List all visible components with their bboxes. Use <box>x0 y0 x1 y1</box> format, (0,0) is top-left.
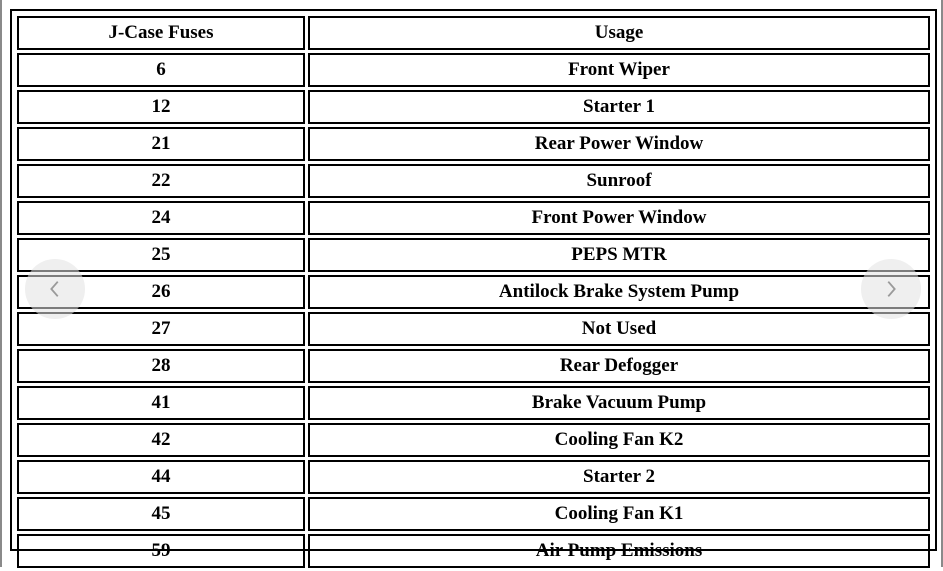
fuse-number-cell: 22 <box>17 164 305 198</box>
fuse-number-cell: 28 <box>17 349 305 383</box>
fuse-number-cell: 59 <box>17 534 305 568</box>
fuse-number-cell: 41 <box>17 386 305 420</box>
fuse-table-container <box>10 9 937 561</box>
prev-button[interactable] <box>25 259 85 319</box>
header-fuses: J-Case Fuses <box>17 16 305 50</box>
fuse-number-cell: 42 <box>17 423 305 457</box>
usage-cell: Starter 2 <box>308 460 930 494</box>
table-row <box>17 534 930 568</box>
table-row <box>17 164 930 198</box>
usage-cell: Not Used <box>308 312 930 346</box>
table-row <box>17 312 930 346</box>
header-usage: Usage <box>308 16 930 50</box>
fuse-number-cell: 6 <box>17 53 305 87</box>
fuse-number-cell: 26 <box>17 275 305 309</box>
usage-cell: Rear Defogger <box>308 349 930 383</box>
table-row <box>17 460 930 494</box>
table-row <box>17 127 930 161</box>
table-row <box>17 423 930 457</box>
usage-cell: Brake Vacuum Pump <box>308 386 930 420</box>
usage-cell: Front Wiper <box>308 53 930 87</box>
table-row <box>17 386 930 420</box>
usage-cell: PEPS MTR <box>308 238 930 272</box>
usage-cell: Starter 1 <box>308 90 930 124</box>
table-row <box>17 349 930 383</box>
fuse-number-cell: 44 <box>17 460 305 494</box>
fuse-number-cell: 12 <box>17 90 305 124</box>
next-button[interactable] <box>861 259 921 319</box>
table-header-row <box>17 16 930 50</box>
usage-cell: Sunroof <box>308 164 930 198</box>
fuse-number-cell: 25 <box>17 238 305 272</box>
table-row <box>17 497 930 531</box>
usage-cell: Air Pump Emissions <box>308 534 930 568</box>
table-row <box>17 201 930 235</box>
fuse-number-cell: 45 <box>17 497 305 531</box>
usage-cell: Cooling Fan K1 <box>308 497 930 531</box>
table-row <box>17 90 930 124</box>
chevron-right-icon <box>880 278 902 300</box>
usage-cell: Cooling Fan K2 <box>308 423 930 457</box>
table-row <box>17 238 930 272</box>
table-row <box>17 53 930 87</box>
fuse-number-cell: 27 <box>17 312 305 346</box>
fuse-table <box>14 13 933 571</box>
fuse-number-cell: 24 <box>17 201 305 235</box>
fuse-number-cell: 21 <box>17 127 305 161</box>
table-row <box>17 275 930 309</box>
usage-cell: Front Power Window <box>308 201 930 235</box>
usage-cell: Antilock Brake System Pump <box>308 275 930 309</box>
usage-cell: Rear Power Window <box>308 127 930 161</box>
chevron-left-icon <box>44 278 66 300</box>
